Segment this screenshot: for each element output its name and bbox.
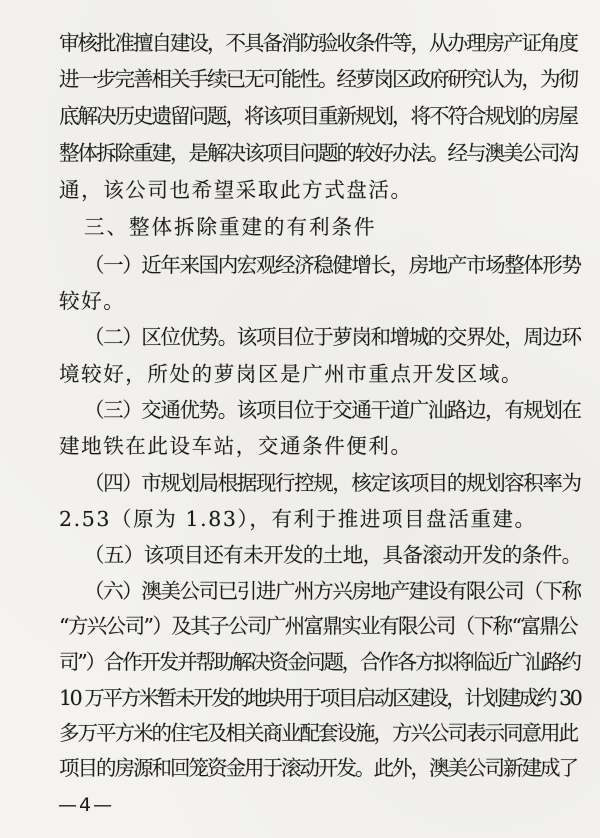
text-line: （二）区位优势。该项目位于萝岗和增城的交界处，周边环 [84, 325, 581, 349]
text-line: 司”）合作开发并帮助解决资金问题，合作各方拟将临近广汕路约 [59, 650, 580, 674]
text-line: 较好。 [59, 289, 126, 313]
section-heading: 三、整体拆除重建的有利条件 [84, 215, 377, 239]
text-line: （六）澳美公司已引进广州方兴房地产建设有限公司（下称 [84, 579, 581, 603]
text-line: （三）交通优势。该项目位于交通干道广汕路边，有规划在 [84, 398, 581, 422]
text-line: 整体拆除重建，是解决该项目问题的较好办法。经与澳美公司沟 [59, 141, 577, 165]
text-line: 建地铁在此设车站，交通条件便利。 [59, 434, 413, 458]
text-line: 项目的房源和回笼资金用于滚动开发。此外，澳美公司新建成了 [59, 756, 577, 780]
text-line: （一）近年来国内宏观经济稳健增长，房地产市场整体形势 [84, 253, 581, 277]
text-line: 审核批准擅自建设，不具备消防验收条件等，从办理房产证角度 [59, 31, 577, 55]
text-line: 底解决历史遗留问题，将该项目重新规划，将不符合规划的房屋 [59, 104, 577, 128]
text-line: “方兴公司”）及其子公司广州富鼎实业有限公司（下称“富鼎公 [59, 614, 578, 638]
text-line: 2.53（原为 1.83），有利于推进项目盘活重建。 [59, 507, 537, 531]
text-line: 进一步完善相关手续已无可能性。经萝岗区政府研究认为，为彻 [59, 67, 577, 91]
text-line: 境较好，所处的萝岗区是广州市重点开发区域。 [59, 362, 524, 386]
text-line: 多万平方米的住宅及相关商业配套设施，方兴公司表示同意用此 [59, 721, 577, 745]
page-number: —4— [58, 794, 115, 816]
text-line: （五）该项目还有未开发的土地，具备滚动开发的条件。 [84, 543, 582, 567]
text-line: 10 万平方米暂未开发的地块用于项目启动区建设，计划建成约 30 [59, 686, 581, 710]
text-line: （四）市规划局根据现行控规，核定该项目的规划容积率为 [84, 471, 581, 495]
text-line: 通，该公司也希望采取此方式盘活。 [59, 178, 413, 202]
